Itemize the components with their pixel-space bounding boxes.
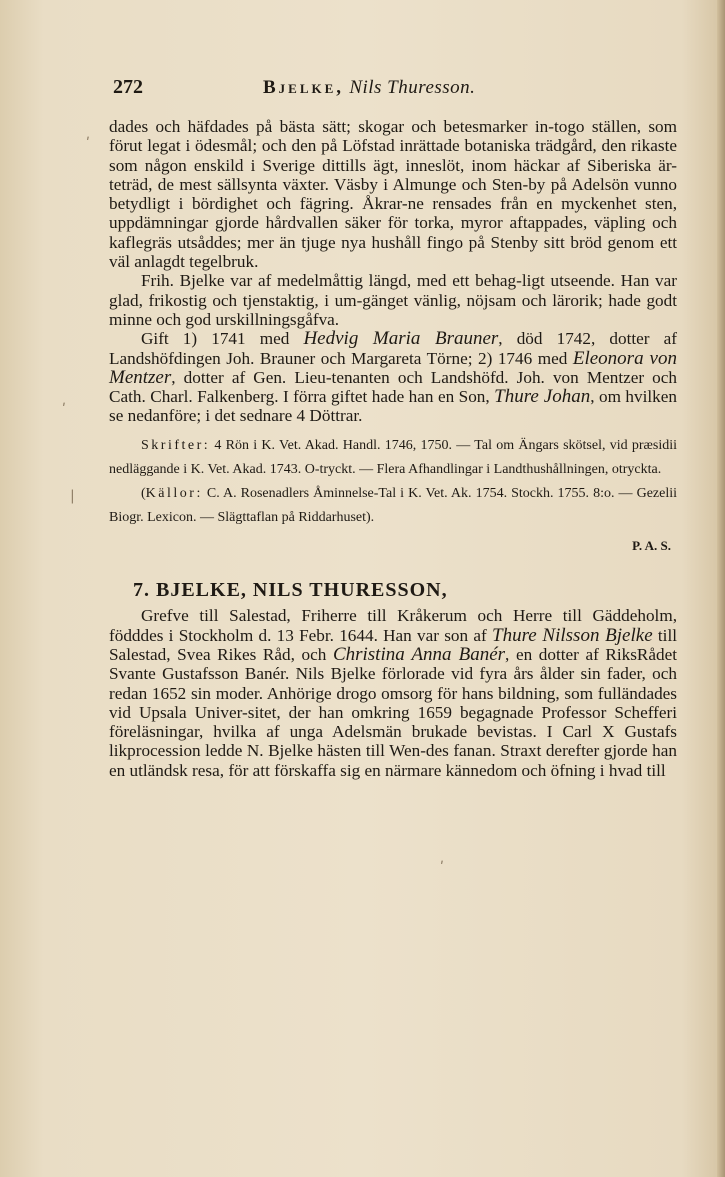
person-name: Hedvig Maria Brauner — [303, 328, 499, 350]
text-run: , död 1742, dotter af Landshöfdingen Joh. Brauner och Margareta Törne; 2) 1746 med — [109, 329, 677, 368]
margin-mark: ʹ — [86, 136, 90, 152]
running-head — [263, 77, 475, 99]
person-name: Thure Nilsson Bjelke — [492, 624, 653, 646]
paragraph-description: Frih. Bjelke var af medelmåttig längd, med ett behag-ligt utseende. Han var glad, frikostig och tjenstaktig, i um-gänget vänlig, nöjsam och lärorik; hade godt minne och god urskillningsgåfva. — [109, 271, 677, 329]
text-run: , om hvilken se nedanföre; i det sednare 4 Döttrar. — [109, 387, 677, 426]
running-head-italic: Nils Thuresson. — [349, 77, 476, 98]
paragraph-marriages — [109, 329, 677, 425]
paragraph-biography — [109, 606, 677, 780]
text-run: Grefve till Salestad, Friherre till Kråkerum och Herre till Gäddeholm, födddes i Stockholm d. 13 Febr. 1644. Han var son af — [109, 606, 677, 645]
text-run: till Salestad, Svea Rikes Råd, och — [109, 625, 677, 664]
section-title: 7. BJELKE, NILS THURESSON, — [133, 579, 448, 602]
margin-mark: ʹ — [440, 860, 444, 876]
writings-label: Skrifter: — [141, 437, 211, 453]
sources-label: Källor: — [145, 485, 203, 501]
margin-mark: ʹ — [62, 402, 66, 418]
text-run: , en dotter af RiksRådet Svante Gustafsson Banér. Nils Bjelke förlorade vid fyra års ålder sin fader, och redan 1652 sin moder. Anhörige drogo omsorg för hans bildning, som fulländades vid Upsala Univer-sitet, der han omkring 1659 begagnade Professor Schefferi föreläsningar, hvilka af unga Adelsmän brukade bevistas. I Carl X Gustafs likprocession ledde N. Bjelke hästen till Wen-des fanan. Straxt derefter gjorde han en utländsk resa, för att förskaffa sig en närmare kännedom och öfning i hvad till — [109, 644, 678, 780]
person-name: Thure Johan — [494, 386, 591, 408]
author-signature: P. A. S. — [632, 537, 671, 553]
page-header — [113, 76, 683, 102]
sources-note: (Källor: C. A. Rosenadlers Åminnelse-Tal i K. Vet. Ak. 1754. Stockh. 1755. 8:o. — Gezelii Biogr. Lexicon. — Slägttaflan på Riddarhuset). — [109, 485, 677, 525]
margin-mark: | — [70, 488, 75, 504]
person-name: Christina Anna Banér — [332, 643, 506, 665]
sources-text: C. A. Rosenadlers Åminnelse-Tal i K. Vet. Ak. 1754. Stockh. 1755. 8:o. — Gezelii Biogr. Lexicon. — Slägttaflan på Riddarhuset). — [109, 485, 677, 525]
text-run: Gift 1) 1741 med — [141, 329, 304, 349]
writings-note — [109, 434, 677, 482]
paragraph-continued: dades och häfdades på bästa sätt; skogar och betesmarker in-togo ställen, som förut legat i ödesmål; och den på Löfstad inrättade botaniska trädgård, den rikaste som någon enskild i Sverige dittills ägt, inneslöt, inom häckar af Siberiska är-teträd, de mest sällsynta växter. Väsby i Almunge och Sten-by på Adelsön vunno betydligt i bördighet och fägring. Åkrar-ne rensades från en myckenhet sten, uppdämningar gjorde hårdvallen säker för torka, myror aftappades, väpling och kaflegräs utsåddes; mer än tjuge nya hushåll fingo på Stenby sitt bröd genom ett väl anlagdt tegelbruk. — [109, 117, 677, 272]
running-head-name: Bjelke, — [263, 77, 345, 98]
text-run: , dotter af Gen. Lieu-tenanten och Landshöfd. Joh. von Mentzer och Cath. Charl. Falkenberg. I förra giftet hade han en Son, — [109, 367, 677, 407]
person-name: Eleonora von Mentzer — [109, 347, 677, 388]
main-text — [109, 117, 677, 780]
page-edge — [717, 0, 725, 1177]
writings-text: 4 Rön i K. Vet. Akad. Handl. 1746, 1750. — Tal om Ängars skötsel, vid præsidii nedläggande i K. Vet. Akad. 1743. O-tryckt. — Flera Afhandlingar i Landthushållningen, otryckta. — [109, 437, 677, 477]
page-number: 272 — [113, 76, 143, 98]
